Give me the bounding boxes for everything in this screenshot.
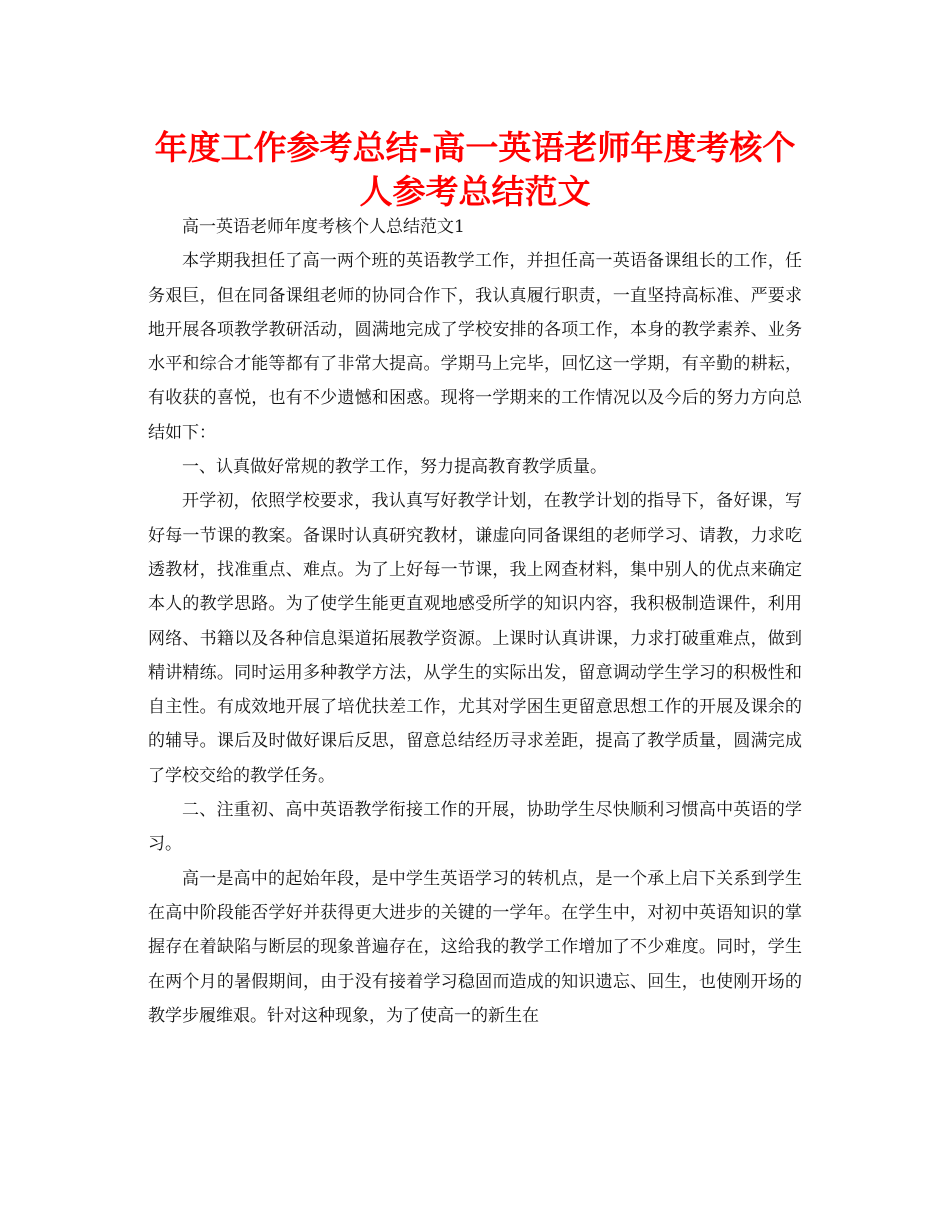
- section-heading: 二、注重初、高中英语教学衔接工作的开展，协助学生尽快顺利习惯高中英语的学习。: [148, 800, 802, 855]
- section-heading: 一、认真做好常规的教学工作，努力提高教育教学质量。: [182, 457, 607, 478]
- paragraph-subtitle: 高一英语老师年度考核个人总结范文1: [182, 217, 465, 237]
- document-body: [148, 210, 802, 1033]
- paragraph: 高一是高中的起始年段，是中学生英语学习的转机点，是一个承上启下关系到学生在高中阶段能否学好并获得更大进步的关键的一学年。在学生中，对初中英语知识的掌握存在着缺陷与断层的现象普遍存在，这给我的教学工作增加了不少难度。同时，学生在两个月的暑假期间，由于没有接着学习稳固而造成的知识遗忘、回生，也使刚开场的教学步履维艰。针对这种现象，为了使高一的新生在: [148, 868, 802, 1026]
- document-title: 年度工作参考总结-高一英语老师年度考核个人参考总结范文: [154, 128, 796, 211]
- paragraph: 本学期我担任了高一两个班的英语教学工作，并担任高一英语备课组长的工作，任务艰巨，但在同备课组老师的协同合作下，我认真履行职责，一直坚持高标准、严要求地开展各项教学教研活动，圆满地完成了学校安排的各项工作，本身的教学素养、业务水平和综合才能等都有了非常大提高。学期马上完毕，回忆这一学期，有辛勤的耕耘，有收获的喜悦，也有不少遗憾和困惑。现将一学期来的工作情况以及今后的努力方向总结如下：: [148, 251, 802, 443]
- paragraph: 开学初，依照学校要求，我认真写好教学计划，在教学计划的指导下，备好课，写好每一节课的教案。备课时认真研究教材，谦虚向同备课组的老师学习、请教，力求吃透教材，找准重点、难点。为了上好每一节课，我上网查材料，集中别人的优点来确定本人的教学思路。为了使学生能更直观地感受所学的知识内容，我积极制造课件，利用网络、书籍以及各种信息渠道拓展教学资源。上课时认真讲课，力求打破重难点，做到精讲精练。同时运用多种教学方法，从学生的实际出发，留意调动学生学习的积极性和自主性。有成效地开展了培优扶差工作，尤其对学困生更留意思想工作的开展及课余的的辅导。课后及时做好课后反思，留意总结经历寻求差距，提高了教学质量，圆满完成了学校交给的教学任务。: [148, 491, 802, 786]
